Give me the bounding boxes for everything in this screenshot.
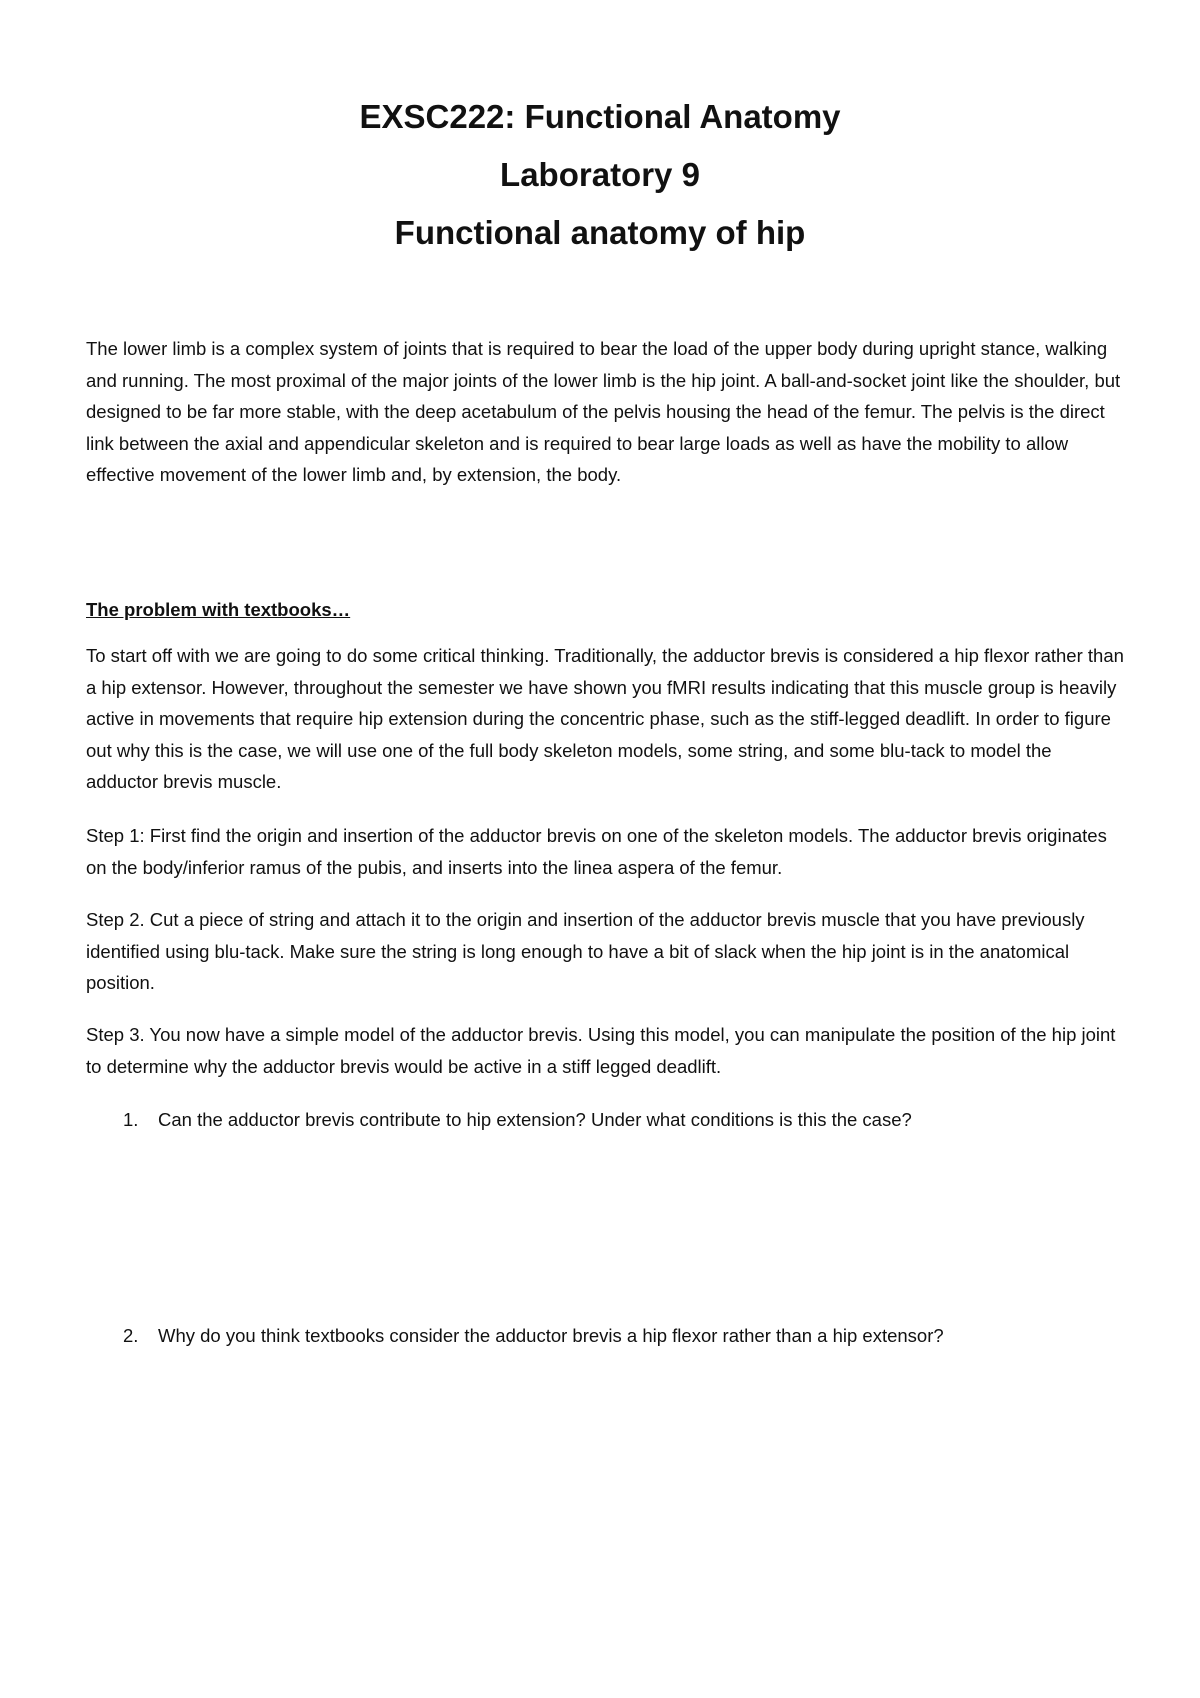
step-3-paragraph: Step 3. You now have a simple model of the adductor brevis. Using this model, you can manipulate the position of the hip joint to determine why the adductor brevis would be active in a stiff legged deadlift. [86,1024,1116,1077]
course-title: EXSC222: Functional Anatomy [359,98,841,135]
lab-topic: Functional anatomy of hip [394,214,806,251]
question-1 [123,1104,1123,1136]
lab-number: Laboratory 9 [500,156,700,193]
question-number: 2. [123,1325,139,1346]
question-text: Can the adductor brevis contribute to hip extension? Under what conditions is this the case? [158,1109,912,1130]
step-1-paragraph: Step 1: First find the origin and insertion of the adductor brevis on one of the skeleton models. The adductor brevis originates on the body/inferior ramus of the pubis, and inserts into the linea aspera of the femur. [86,825,1107,878]
section-heading: The problem with textbooks… [86,599,351,620]
question-text: Why do you think textbooks consider the adductor brevis a hip flexor rather than a hip extensor? [158,1325,944,1346]
question-2 [123,1320,1123,1352]
intro-paragraph: The lower limb is a complex system of joints that is required to bear the load of the upper body during upright stance, walking and running. The most proximal of the major joints of the lower limb is the hip joint. A ball-and-socket joint like the shoulder, but designed to be far more stable, with the deep acetabulum of the pelvis housing the head of the femur. The pelvis is the direct link between the axial and appendicular skeleton and is required to bear large loads as well as have the mobility to allow effective movement of the lower limb and, by extension, the body. [86,338,1121,485]
question-number: 1. [123,1109,139,1130]
document-title [0,88,1200,262]
critical-thinking-paragraph: To start off with we are going to do some critical thinking. Traditionally, the adductor brevis is considered a hip flexor rather than a hip extensor. However, throughout the semester we have shown you fMRI results indicating that this muscle group is heavily active in movements that require hip extension during the concentric phase, such as the stiff-legged deadlift. In order to figure out why this is the case, we will use one of the full body skeleton models, some string, and some blu-tack to model the adductor brevis muscle. [86,645,1124,792]
step-2-paragraph: Step 2. Cut a piece of string and attach it to the origin and insertion of the adductor brevis muscle that you have previously identified using blu-tack. Make sure the string is long enough to have a bit of slack when the hip joint is in the anatomical position. [86,909,1085,993]
